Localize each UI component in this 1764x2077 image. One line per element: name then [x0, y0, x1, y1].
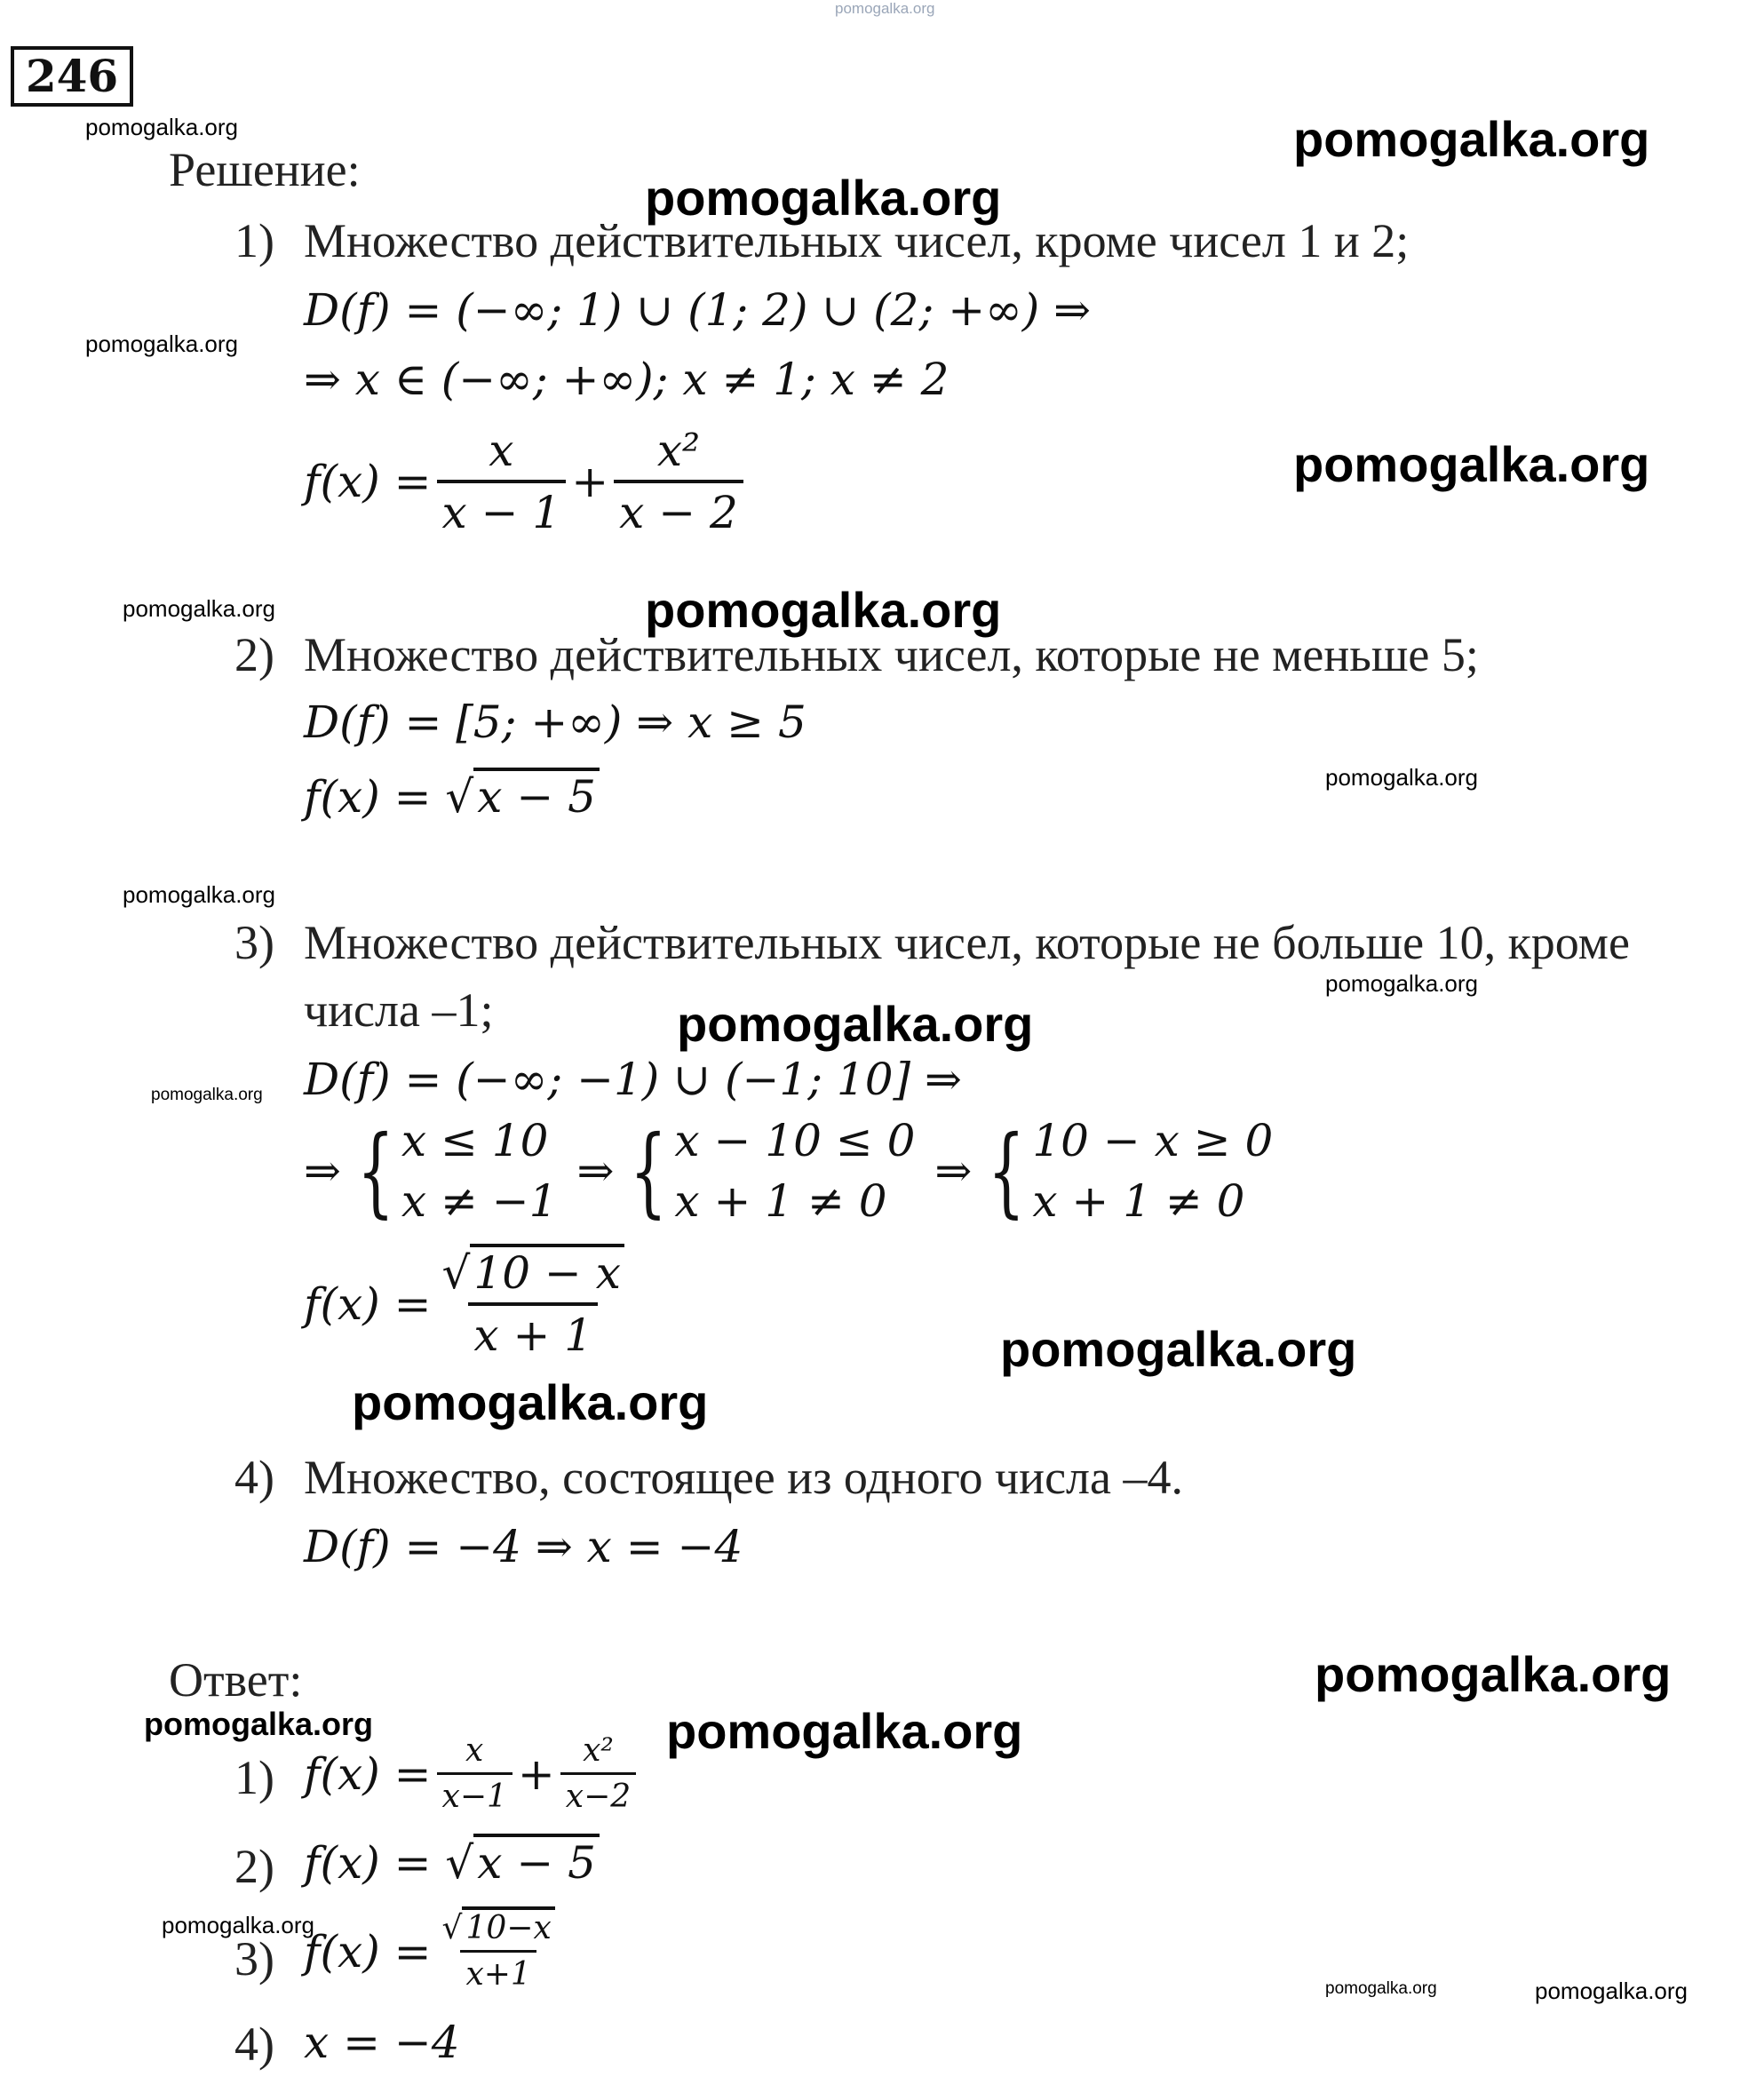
- function-formula: [304, 1247, 635, 1361]
- watermark: pomogalka.org: [1535, 1978, 1688, 2004]
- answer-index: 1): [234, 1751, 274, 1804]
- item-text: Множество действительных чисел, кроме чисел 1 и 2;: [304, 214, 1410, 267]
- left-brace-icon: {: [356, 1114, 394, 1228]
- fx-label: f(x) =: [304, 1837, 432, 1889]
- implies-sign: ⇒: [576, 1145, 615, 1197]
- watermark: pomogalka.org: [1293, 436, 1650, 492]
- denominator: x + 1: [468, 1302, 598, 1361]
- system-line: x + 1 ≠ 0: [674, 1175, 887, 1227]
- sqrt: [445, 771, 600, 823]
- left-brace-icon: {: [988, 1114, 1026, 1228]
- function-formula: [304, 425, 749, 538]
- answer-index: 4): [234, 2017, 274, 2071]
- denominator: x−1: [437, 1772, 513, 1815]
- implies-sign: ⇒: [934, 1145, 973, 1197]
- watermark: pomogalka.org: [162, 1912, 314, 1938]
- sqrt-icon: √: [441, 1247, 471, 1299]
- fraction: [560, 1732, 636, 1815]
- fx-label: f(x) =: [304, 771, 432, 823]
- plus-sign: +: [517, 1747, 555, 1800]
- plus-sign: +: [571, 456, 609, 507]
- watermark: pomogalka.org: [85, 114, 238, 140]
- denominator: x − 1: [437, 480, 567, 538]
- radicand: x − 5: [473, 1834, 600, 1889]
- answer-heading: Ответ:: [169, 1653, 303, 1707]
- item-index: 3): [234, 916, 274, 969]
- fx-label: f(x) =: [304, 1278, 432, 1330]
- item-text: Множество действительных чисел, которые не меньше 5;: [304, 628, 1479, 681]
- item-text-continued: числа –1;: [304, 983, 494, 1037]
- system-line: x − 10 ≤ 0: [674, 1115, 916, 1166]
- fraction: [437, 1247, 630, 1361]
- denominator: x−2: [560, 1772, 636, 1815]
- watermark: pomogalka.org: [123, 881, 275, 908]
- system-line: x ≤ 10: [401, 1115, 549, 1166]
- watermark: pomogalka.org: [1325, 764, 1478, 791]
- function-formula: [304, 771, 600, 823]
- item-text: Множество, состоящее из одного числа –4.: [304, 1451, 1183, 1504]
- numerator: [437, 1247, 630, 1302]
- denominator: x − 2: [614, 480, 743, 538]
- numerator: x²: [656, 425, 701, 476]
- system: [345, 1110, 558, 1231]
- watermark: pomogalka.org: [123, 595, 275, 622]
- fraction: [614, 425, 743, 538]
- system-line: 10 − x ≥ 0: [1032, 1115, 1274, 1166]
- watermark: pomogalka.org: [151, 1086, 263, 1104]
- denominator: x+1: [460, 1950, 536, 1993]
- radicand: x − 5: [473, 768, 600, 823]
- left-brace-icon: {: [630, 1114, 668, 1228]
- watermark: pomogalka.org: [645, 582, 1002, 638]
- answer-formula: x = −4: [304, 2017, 460, 2068]
- item-text: Множество действительных чисел, которые не больше 10, кроме: [304, 916, 1630, 969]
- domain-expression: D(f) = [5; +∞) ⇒ x ≥ 5: [304, 696, 807, 748]
- domain-expression: D(f) = −4 ⇒ x = −4: [304, 1521, 743, 1572]
- answer-index: 2): [234, 1840, 274, 1893]
- answer-formula: [304, 1837, 600, 1889]
- answer-formula: [304, 1732, 641, 1815]
- numerator: [437, 1910, 560, 1950]
- system-line: x + 1 ≠ 0: [1032, 1175, 1245, 1227]
- fraction: [437, 1732, 513, 1815]
- numerator: x: [465, 1732, 484, 1769]
- system-line: x ≠ −1: [401, 1175, 558, 1227]
- numerator: x²: [583, 1732, 614, 1769]
- watermark: pomogalka.org: [1315, 1646, 1672, 1702]
- watermark: pomogalka.org: [85, 330, 238, 357]
- watermark: pomogalka.org: [1325, 1979, 1437, 1998]
- watermark: pomogalka.org: [666, 1703, 1023, 1759]
- system: [975, 1110, 1273, 1231]
- system-chain: [304, 1110, 1276, 1231]
- implies-sign: ⇒: [304, 1145, 341, 1197]
- fx-label: f(x) =: [304, 456, 432, 507]
- watermark: pomogalka.org: [352, 1374, 709, 1430]
- watermark: pomogalka.org: [1293, 111, 1650, 167]
- watermark: pomogalka.org: [677, 996, 1034, 1052]
- watermark: pomogalka.org: [144, 1706, 374, 1742]
- sqrt-icon: √: [441, 1910, 463, 1946]
- solution-heading: Решение:: [169, 143, 361, 196]
- sqrt: [442, 1910, 555, 1946]
- domain-expression: D(f) = (−∞; −1) ∪ (−1; 10] ⇒: [304, 1054, 962, 1105]
- sqrt-icon: √: [445, 1837, 474, 1889]
- item-index: 2): [234, 628, 274, 681]
- domain-expression: D(f) = (−∞; 1) ∪ (1; 2) ∪ (2; +∞) ⇒: [304, 284, 1092, 336]
- problem-number: 246: [11, 46, 133, 107]
- watermark: pomogalka.org: [645, 170, 1002, 226]
- fx-label: f(x) =: [304, 1925, 432, 1978]
- watermark: pomogalka.org: [1000, 1321, 1357, 1377]
- system: [617, 1110, 915, 1231]
- fx-label: f(x) =: [304, 1747, 432, 1800]
- item-index: 4): [234, 1451, 274, 1504]
- watermark: pomogalka.org: [1325, 970, 1478, 997]
- sqrt: [442, 1247, 624, 1299]
- sqrt: [445, 1837, 600, 1889]
- sqrt-icon: √: [445, 771, 474, 823]
- answer-index: 3): [234, 1932, 274, 1985]
- radicand: 10−x: [462, 1906, 554, 1946]
- numerator: x: [489, 425, 514, 476]
- domain-expression: ⇒ x ∈ (−∞; +∞); x ≠ 1; x ≠ 2: [304, 354, 950, 405]
- fraction: [437, 425, 567, 538]
- item-index: 1): [234, 214, 274, 267]
- fraction: [437, 1910, 560, 1993]
- radicand: 10 − x: [470, 1244, 624, 1299]
- watermark-top: pomogalka.org: [835, 0, 935, 17]
- answer-formula: [304, 1910, 566, 1993]
